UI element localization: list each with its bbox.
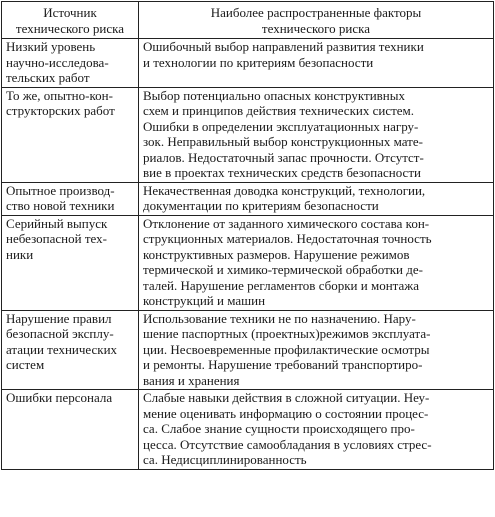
table-row xyxy=(2,310,494,390)
risk-factors-cell: Некачественная доводка конструкций, технологии, документации по критериям безопасности xyxy=(139,182,494,215)
risk-factors-table xyxy=(1,1,494,470)
table-row xyxy=(2,182,494,215)
risk-factors-cell: Использование техники не по назначению. Нару- шение паспортных (проектных)режимов эксплуата- ции. Несвоевременные профилактические осмотры и ремонты. Нарушение требований транспортиро- вания и хранения xyxy=(139,310,494,390)
table-header-row xyxy=(2,2,494,39)
table-row xyxy=(2,87,494,182)
table-row xyxy=(2,215,494,310)
risk-source-cell: Ошибки персонала xyxy=(2,390,139,470)
risk-source-cell: Нарушение правил безопасной эксплу- атации технических систем xyxy=(2,310,139,390)
risk-factors-cell: Ошибочный выбор направлений развития техники и технологии по критериям безопасности xyxy=(139,39,494,88)
risk-factors-cell: Отклонение от заданного химического состава кон- струкционных материалов. Недостаточная точность конструктивных размеров. Нарушение режимов термической и химико-термической обработки де- талей. Нарушение регламентов сборки и монтажа конструкций и машин xyxy=(139,215,494,310)
risk-source-cell: То же, опытно-кон- структорских работ xyxy=(2,87,139,182)
header-source: Источник технического риска xyxy=(2,2,139,39)
header-factors: Наиболее распространенные факторы технического риска xyxy=(139,2,494,39)
table-row xyxy=(2,39,494,88)
risk-source-cell: Опытное производ- ство новой техники xyxy=(2,182,139,215)
risk-source-cell: Низкий уровень научно-исследова- тельских работ xyxy=(2,39,139,88)
table-row xyxy=(2,390,494,470)
risk-factors-cell: Выбор потенциально опасных конструктивных схем и принципов действия технических систем. Ошибки в определении эксплуатационных нагру- зок. Неправильный выбор конструкционных мате- риалов. Недостаточный запас прочности. Отсутст- вие в проектах технических средств безопасности xyxy=(139,87,494,182)
risk-factors-cell: Слабые навыки действия в сложной ситуации. Неу- мение оценивать информацию о состоянии процес- са. Слабое знание сущности происходящего про- цесса. Отсутствие самообладания в условиях стрес- са. Недисциплинированность xyxy=(139,390,494,470)
risk-source-cell: Серийный выпуск небезопасной тех- ники xyxy=(2,215,139,310)
